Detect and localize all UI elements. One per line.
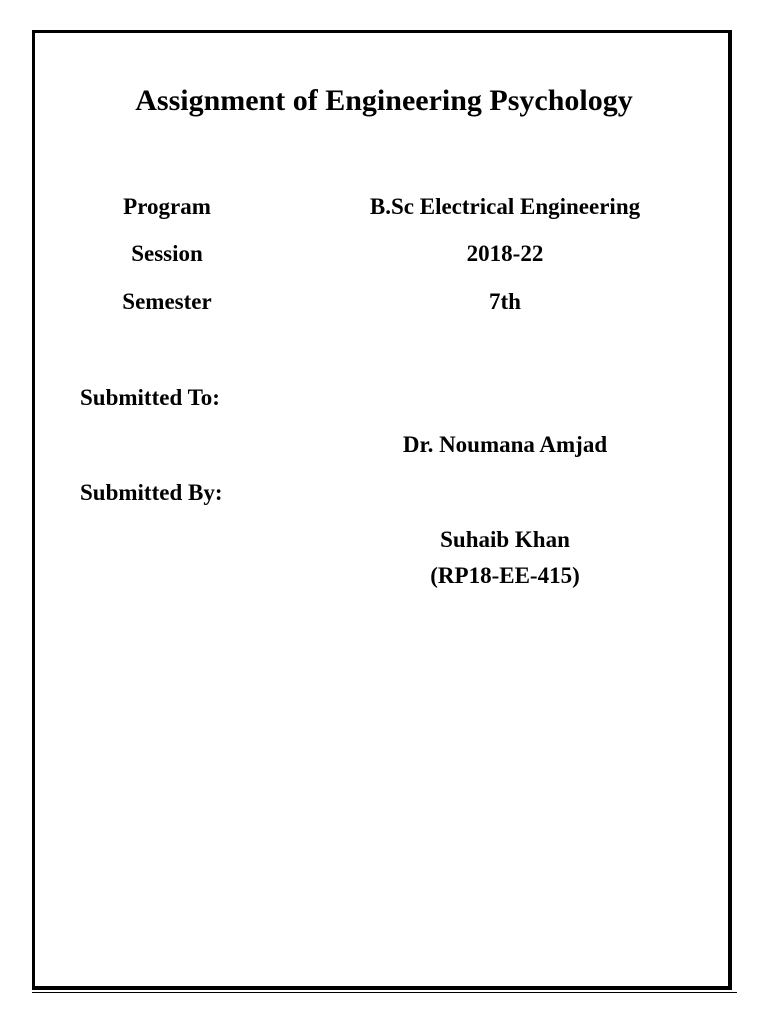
submitted-by-label: Submitted By:	[80, 480, 223, 505]
detail-value: 7th	[489, 289, 521, 314]
submitted-by-roll-number: (RP18-EE-415)	[430, 563, 580, 588]
detail-label: Program	[123, 194, 211, 219]
submitted-to-name: Dr. Noumana Amjad	[402, 432, 608, 457]
detail-value: B.Sc Electrical Engineering	[369, 194, 641, 219]
submitted-by-name: Suhaib Khan	[440, 527, 570, 552]
submitted-to-label: Submitted To:	[80, 385, 220, 410]
document-title: Assignment of Engineering Psychology	[135, 84, 633, 117]
detail-label: Session	[131, 241, 203, 266]
page-border-bottom-line	[32, 992, 737, 993]
detail-value: 2018-22	[466, 241, 544, 266]
detail-label: Semester	[122, 289, 212, 314]
page-border	[32, 30, 732, 990]
